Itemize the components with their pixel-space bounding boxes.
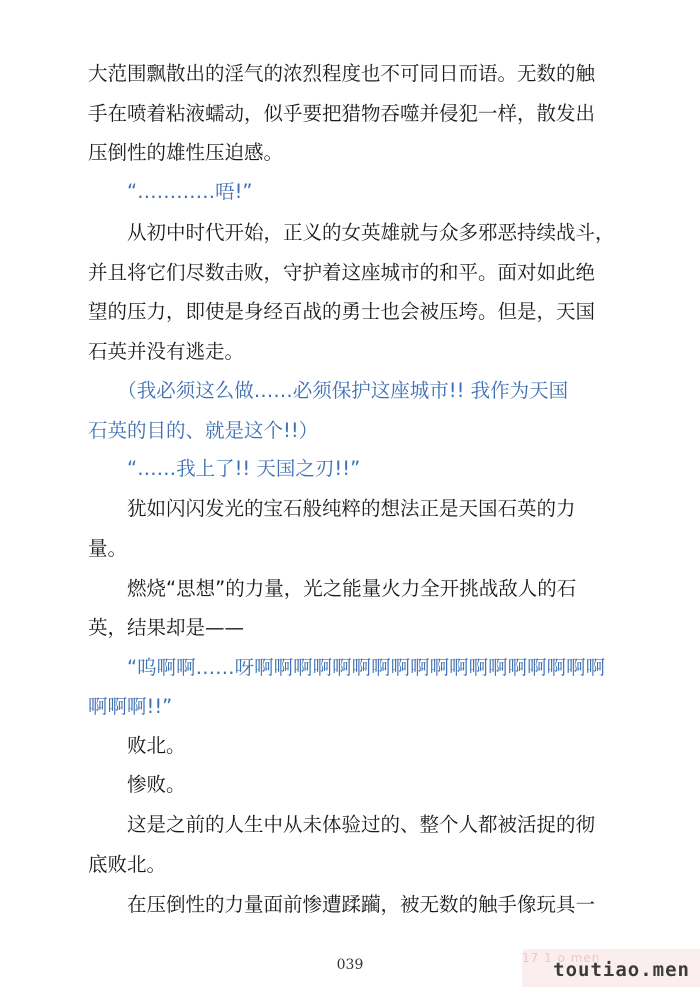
watermark-faint-text: 17 1 o men (522, 951, 601, 965)
text-line: 犹如闪闪发光的宝石般纯粹的想法正是天国石英的力 (88, 497, 576, 520)
text-line: 石英并没有逃走。 (88, 340, 245, 363)
watermark-text: toutiao.men (553, 959, 690, 981)
text-line: 从初中时代开始，正义的女英雄就与众多邪恶持续战斗， (88, 221, 615, 244)
page-number: 039 (336, 957, 364, 973)
text-line: 望的压力，即使是身经百战的勇士也会被压垮。但是，天国 (88, 300, 596, 323)
dialogue-line: 啊啊啊!!” (88, 695, 173, 718)
dialogue-line: （我必须这么做……必须保护这座城市!! 我作为天国 (88, 379, 569, 402)
text-line: 在压倒性的力量面前惨遭蹂躏，被无数的触手像玩具一 (88, 893, 596, 916)
text-line: 并且将它们尽数击败，守护着这座城市的和平。面对如此绝 (88, 261, 596, 284)
text-line: 燃烧“思想”的力量，光之能量火力全开挑战敌人的石 (88, 577, 577, 600)
dialogue-line: “呜啊啊……呀啊啊啊啊啊啊啊啊啊啊啊啊啊啊啊啊啊啊 (88, 656, 606, 679)
text-line: 大范围飘散出的淫气的浓烈程度也不可同日而语。无数的触 (88, 62, 596, 85)
text-line: 量。 (88, 537, 128, 560)
text-line: 惨败。 (88, 773, 186, 796)
text-line: 败北。 (88, 734, 186, 757)
text-line: 底败北。 (88, 853, 167, 876)
watermark (522, 949, 700, 987)
dialogue-line: “……我上了!! 天国之刃!!” (88, 457, 361, 480)
text-line: 英，结果却是—— (88, 616, 245, 639)
text-line: 手在喷着粘液蠕动，似乎要把猎物吞噬并侵犯一样，散发出 (88, 102, 596, 125)
text-line: 压倒性的雄性压迫感。 (88, 141, 284, 164)
text-line: 这是之前的人生中从未体验过的、整个人都被活捉的彻 (88, 813, 596, 836)
dialogue-line: 石英的目的、就是这个!!） (88, 419, 319, 442)
dialogue-line: “…………唔!” (88, 180, 253, 203)
